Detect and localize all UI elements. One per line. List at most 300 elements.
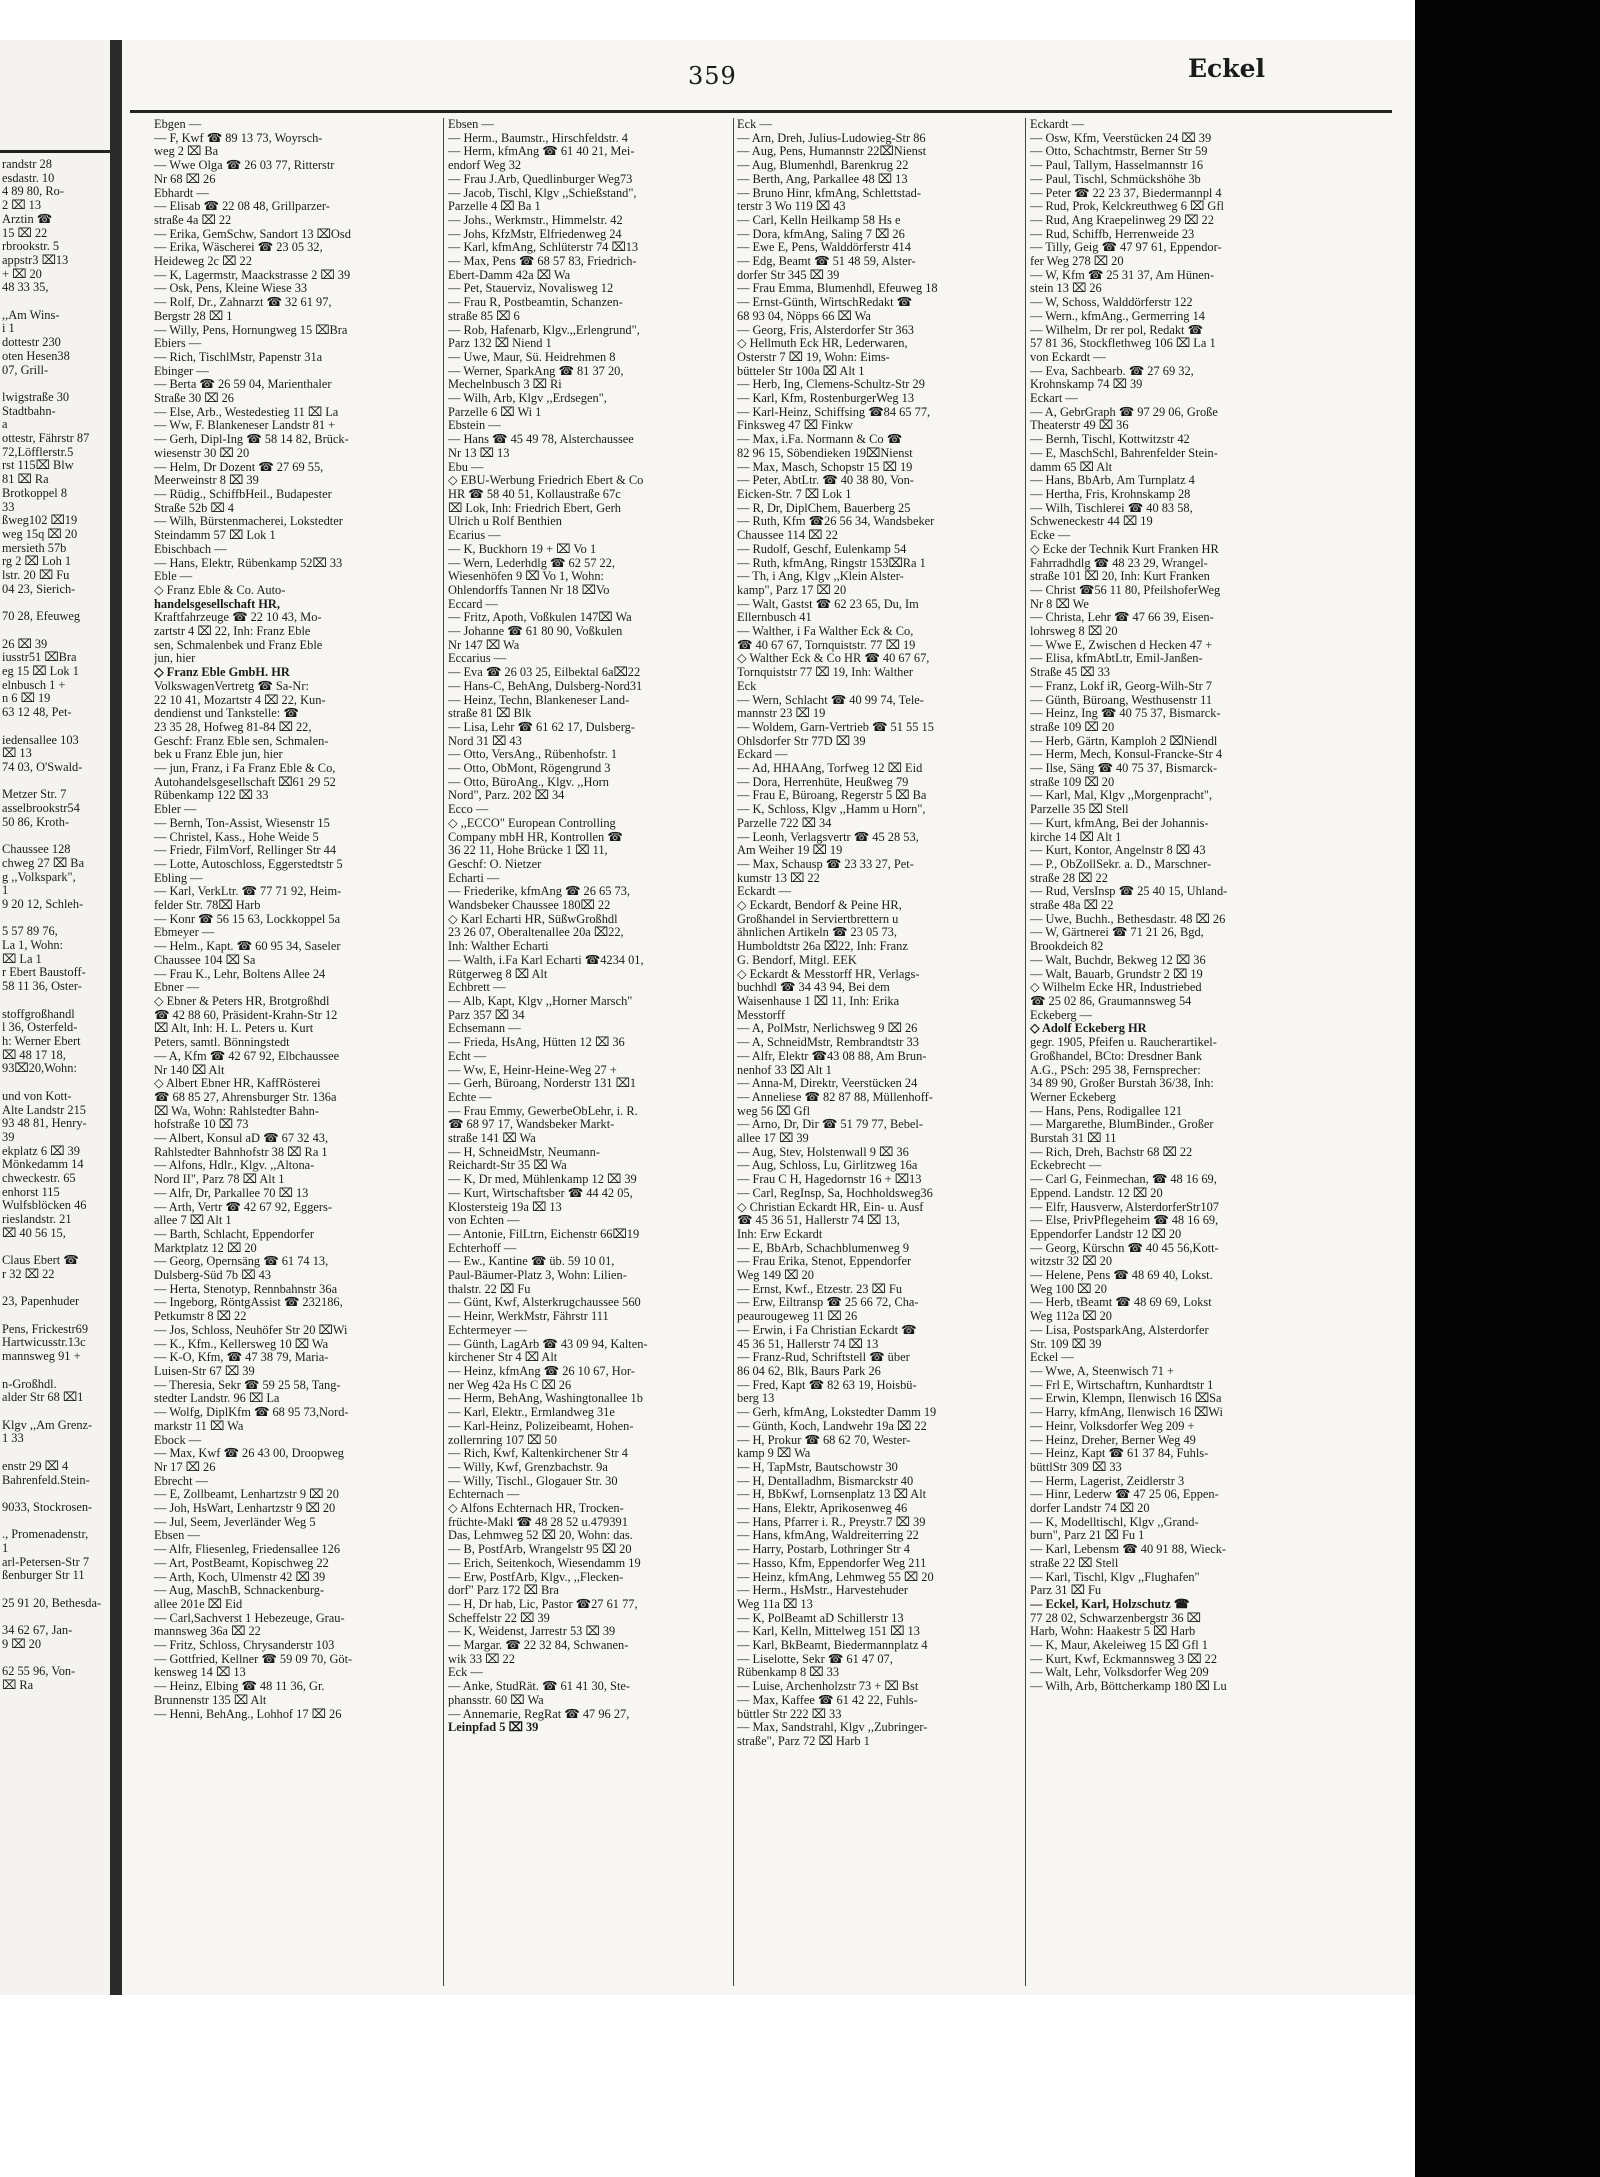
directory-entry-line: — K., Kfm., Kellersweg 10 ⌧ Wa <box>154 1337 329 1351</box>
directory-entry-line: berg 13 <box>737 1392 775 1406</box>
directory-entry-line: — K, Weidenst, Jarrestr 53 ⌧ 39 <box>448 1625 616 1639</box>
directory-entry-line: — Jos, Schloss, Neuhöfer Str 20 ⌧Wi <box>154 1323 348 1337</box>
directory-entry-line: — Johs, KfzMstr, Elfriedenweg 24 <box>448 227 622 241</box>
directory-entry-line: 86 04 62, Blk, Baurs Park 26 <box>737 1364 881 1378</box>
directory-entry-line: — Rud, VersInsp ☎ 25 40 15, Uhland- <box>1030 885 1228 899</box>
directory-entry-line: — Joh, HsWart, Lenhartzstr 9 ⌧ 20 <box>154 1502 336 1516</box>
directory-entry-line: — Ww, F. Blankeneser Landstr 81 + <box>154 419 336 433</box>
directory-entry-line: Company mbH HR, Kontrollen ☎ <box>448 830 623 844</box>
directory-entry-line: — Rob, Hafenarb, Klgv.,,Erlengrund", <box>448 323 640 337</box>
directory-entry-line: — Eva, Sachbearb. ☎ 27 69 32, <box>1030 364 1194 378</box>
directory-entry-line: — Rich, TischlMstr, Papenstr 31a <box>154 350 323 364</box>
directory-entry-line: — Max, Kaffee ☎ 61 42 22, Fuhls- <box>737 1693 918 1707</box>
directory-entry-line: kumstr 13 ⌧ 22 <box>737 871 820 885</box>
directory-entry-line: — H, Prokur ☎ 68 62 70, Wester- <box>737 1433 911 1447</box>
directory-entry-line: ◇ Karl Echarti HR, SüßwGroßhdl <box>448 912 618 926</box>
directory-entry-line: — Eva ☎ 26 03 25, Eilbektal 6a⌧22 <box>448 666 641 680</box>
directory-entry-line: — Wern., kfmAng., Germerring 14 <box>1030 309 1205 323</box>
directory-entry-line: — Heinz, Techn, Blankeneser Land- <box>448 693 630 707</box>
previous-page-line: chweg 27 ⌧ Ba <box>2 856 85 870</box>
directory-entry-line: — Frau Emmy, GewerbeObLehr, i. R. <box>448 1104 638 1118</box>
previous-page-line: + ⌧ 20 <box>2 267 42 281</box>
directory-entry-line: — Peter, AbtLtr. ☎ 40 38 80, Von- <box>737 474 914 488</box>
previous-page-line <box>2 912 108 926</box>
previous-page-line: ßweg102 ⌧19 <box>2 514 78 528</box>
directory-entry-line: Weg 112a ⌧ 20 <box>1030 1310 1112 1324</box>
directory-entry-line: 23 35 28, Hofweg 81-84 ⌧ 22, <box>154 720 312 734</box>
directory-entry-line: — Helm, Dr Dozent ☎ 27 69 55, <box>154 460 324 474</box>
directory-entry-line: — Ruth, kfmAng, Ringstr 153⌧Ra 1 <box>737 556 926 570</box>
directory-entry-line: — Wolfg, DiplKfm ☎ 68 95 73,Nord- <box>154 1406 349 1420</box>
directory-entry-line: — Wwe, A, Steenwisch 71 + <box>1030 1364 1175 1378</box>
previous-page-line: ,,Am Wins- <box>2 308 60 322</box>
directory-entry-line: — Ewe E, Pens, Walddörferstr 414 <box>737 241 911 255</box>
directory-entry-line: Parz 31 ⌧ Fu <box>1030 1584 1102 1598</box>
directory-entry-line: — A, PolMstr, Nerlichsweg 9 ⌧ 26 <box>737 1022 918 1036</box>
directory-entry-line: Wiesenhöfen 9 ⌧ Vo 1, Wohn: <box>448 570 604 584</box>
directory-entry-line: straße 28 ⌧ 22 <box>1030 871 1108 885</box>
directory-entry-line: — Kurt, Wirtschaftsber ☎ 44 42 05, <box>448 1186 633 1200</box>
directory-entry-line: Echarti — <box>448 871 500 885</box>
previous-page-line: 81 ⌧ Ra <box>2 473 49 487</box>
directory-entry-line: Paul-Bäumer-Platz 3, Wohn: Lilien- <box>448 1269 627 1283</box>
previous-page-line <box>2 720 108 734</box>
directory-entry-line: Echsemann — <box>448 1022 521 1036</box>
directory-entry-line: dorfer Landstr 74 ⌧ 20 <box>1030 1502 1150 1516</box>
previous-page-line: ⌧ 48 17 18, <box>2 1048 66 1062</box>
directory-entry-line: Echbrett — <box>448 981 506 995</box>
directory-entry-line: kirche 14 ⌧ Alt 1 <box>1030 830 1122 844</box>
directory-entry-line: 22 10 41, Mozartstr 4 ⌧ 22, Kun- <box>154 693 326 707</box>
directory-entry-line: mannsweg 36a ⌧ 22 <box>154 1625 261 1639</box>
directory-entry-line: allee 7 ⌧ Alt 1 <box>154 1214 232 1228</box>
directory-entry-line: Eccard — <box>448 597 498 611</box>
directory-entry-line: Eck — <box>448 1666 483 1680</box>
directory-entry-line: Waisenhause 1 ⌧ 11, Inh: Erika <box>737 995 900 1008</box>
directory-entry-line: Brunnenstr 135 ⌧ Alt <box>154 1693 267 1707</box>
directory-entry-line: — Otto, VersAng., Rübenhofstr. 1 <box>448 748 618 762</box>
directory-entry-line: Ebert-Damm 42a ⌧ Wa <box>448 268 571 282</box>
previous-page-line: ⌧ 13 <box>2 747 32 761</box>
directory-entry-line: ⌧ Wa, Wohn: Rahlstedter Bahn- <box>154 1104 319 1118</box>
directory-entry-line: — Alfr, Elektr ☎43 08 88, Am Brun- <box>737 1049 927 1063</box>
directory-entry-line: — Fritz, Apoth, Voßkulen 147⌧ Wa <box>448 611 632 625</box>
directory-entry-line: — Karl, Kelln, Mittelweg 151 ⌧ 13 <box>737 1625 920 1639</box>
previous-page-line: 25 91 20, Bethesda- <box>2 1596 102 1610</box>
directory-entry-line: — Dora, kfmAng, Saling 7 ⌧ 26 <box>737 227 905 241</box>
previous-page-line <box>2 1515 108 1529</box>
directory-entry-line: — K-O, Kfm, ☎ 47 38 79, Maria- <box>154 1351 329 1365</box>
directory-entry-line: — Walt, Lehr, Volksdorfer Weg 209 <box>1030 1666 1209 1680</box>
previous-page-line: weg 15q ⌧ 20 <box>2 527 78 541</box>
directory-entry-line: Weg 149 ⌧ 20 <box>737 1269 814 1283</box>
directory-entry-line: — Hans, Pfarrer i. R., Preystr.7 ⌧ 39 <box>737 1515 926 1529</box>
directory-entry-line: Petkumstr 8 ⌧ 22 <box>154 1310 247 1324</box>
previous-page-line: Pens, Frickestr69 <box>2 1322 89 1336</box>
previous-page-line: 34 62 67, Jan- <box>2 1624 73 1638</box>
previous-page-line: 9 20 12, Schleh- <box>2 897 84 911</box>
previous-page-line: rbrookstr. 5 <box>2 240 60 254</box>
directory-entry-line: — Karl, Kfm, RostenburgerWeg 13 <box>737 392 915 406</box>
directory-entry-line: dendienst und Tankstelle: ☎ <box>154 707 299 721</box>
directory-entry-line: — Max, Kwf ☎ 26 43 00, Droopweg <box>154 1447 344 1461</box>
directory-entry-line: 45 36 51, Hallerstr 74 ⌧ 13 <box>737 1337 879 1351</box>
directory-entry-line: — Kurt, Kontor, Angelnstr 8 ⌧ 43 <box>1030 844 1206 858</box>
previous-page-line: Arztin ☎ <box>2 212 53 226</box>
directory-entry-line: Parzelle 722 ⌧ 34 <box>737 816 832 830</box>
previous-page-line: randstr 28 <box>2 158 52 171</box>
directory-entry-line: Ebhardt — <box>154 186 209 200</box>
directory-entry-line: — Jacob, Tischl, Klgv ,,Schießstand", <box>448 186 637 200</box>
directory-entry-line: Straße 30 ⌧ 26 <box>154 392 235 406</box>
directory-entry-line: Ohlsdorfer Str 77D ⌧ 39 <box>737 734 866 748</box>
directory-entry-line: — Ew., Kantine ☎ üb. 59 10 01, <box>448 1255 615 1269</box>
directory-entry-line: — Bruno Hinr, kfmAng, Schlettstad- <box>737 186 921 200</box>
directory-entry-line: zartstr 4 ⌧ 22, Inh: Franz Eble <box>154 625 311 639</box>
directory-entry-line: — Else, Arb., Westedestieg 11 ⌧ La <box>154 405 339 419</box>
previous-page-line <box>2 377 108 391</box>
directory-entry-line: 77 28 02, Schwarzenbergstr 36 ⌧ <box>1030 1611 1201 1625</box>
directory-entry-line: — Wilh, Tischlerei ☎ 40 83 58, <box>1030 501 1193 515</box>
directory-entry-line: bek u Franz Eble jun, hier <box>154 748 283 762</box>
directory-entry-line: Reichardt-Str 35 ⌧ Wa <box>448 1159 567 1173</box>
directory-entry-line: ☎ 25 02 86, Graumannsweg 54 <box>1030 995 1192 1008</box>
previous-page-line <box>2 295 108 309</box>
directory-entry-line: — Bernh, Ton-Assist, Wiesenstr 15 <box>154 816 330 830</box>
directory-entry-line: — Karl-Heinz, Schiffsing ☎84 65 77, <box>737 405 931 419</box>
directory-entry-line: — Pet, Stauerviz, Novalisweg 12 <box>448 282 614 296</box>
directory-entry-line: Parz 132 ⌧ Niend 1 <box>448 337 552 351</box>
directory-entry-line: — Rud, Prok, Kelckreuthweg 6 ⌧ Gfl <box>1030 200 1224 214</box>
directory-entry-line: — Herta, Stenotyp, Rennbahnstr 36a <box>154 1282 338 1296</box>
directory-entry-line: — Ilse, Säng ☎ 40 75 37, Bismarck- <box>1030 762 1218 776</box>
directory-entry-line: — Erw, PostfArb, Klgv., ,,Flecken- <box>448 1570 624 1584</box>
previous-page-line: 15 ⌧ 22 <box>2 226 48 240</box>
scan-border-right <box>1415 0 1600 2177</box>
directory-entry-line: — Berta ☎ 26 59 04, Marienthaler <box>154 378 332 392</box>
directory-entry-line: — Georg, Opernsäng ☎ 61 74 13, <box>154 1255 329 1269</box>
previous-page-line: 23, Papenhuder <box>2 1295 80 1309</box>
previous-page-line: Claus Ebert ☎ <box>2 1254 79 1268</box>
directory-entry-line: büttler Str 222 ⌧ 33 <box>737 1707 842 1721</box>
directory-entry-line: — Hans, Elektr, Aprikosenweg 46 <box>737 1502 908 1516</box>
directory-entry-line: Eckardt — <box>737 885 792 899</box>
directory-entry-line: Das, Lehmweg 52 ⌧ 20, Wohn: das. <box>448 1529 633 1543</box>
directory-entry-line: — Walth, i.Fa Karl Echarti ☎4234 01, <box>448 953 644 967</box>
directory-entry-line: Geschf: O. Nietzer <box>448 857 542 871</box>
previous-page-line: l 36, Osterfeld- <box>2 1021 78 1035</box>
directory-entry-line: — E, BbArb, Schachblumenweg 9 <box>737 1241 910 1255</box>
directory-entry-line: — Wilh, Bürstenmacherei, Lokstedter <box>154 515 343 529</box>
directory-entry-line: — Arth, Koch, Ulmenstr 42 ⌧ 39 <box>154 1570 326 1584</box>
directory-entry-line: — Arth, Vertr ☎ 42 67 92, Eggers- <box>154 1200 332 1214</box>
directory-entry-line: — Carl, Kelln Heilkamp 58 Hs e <box>737 213 901 227</box>
directory-entry-line: Eckel — <box>1030 1351 1074 1365</box>
previous-page-line: 26 ⌧ 39 <box>2 637 48 651</box>
previous-page-line: 1 <box>2 1542 9 1556</box>
directory-entry-line: Nr 17 ⌧ 26 <box>154 1460 216 1474</box>
column-divider <box>1025 118 1026 1986</box>
previous-page-line: 5 57 89 76, <box>2 925 58 939</box>
directory-entry-line: ⌧ Lok, Inh: Friedrich Ebert, Gerh <box>448 501 621 515</box>
directory-entry-line: ◇ Hellmuth Eck HR, Lederwaren, <box>737 337 908 351</box>
directory-entry-line: — Herm, kfmAng ☎ 61 40 21, Mei- <box>448 145 635 159</box>
directory-entry-line: Großhandel, BCto: Dresdner Bank <box>1030 1049 1203 1063</box>
directory-entry-line: Eckebrecht — <box>1030 1159 1102 1173</box>
directory-entry-line: Rübenkamp 8 ⌧ 33 <box>737 1666 840 1680</box>
previous-page-line: g ,,Volkspark", <box>2 870 76 884</box>
directory-entry-line: allee 201e ⌧ Eid <box>154 1597 243 1611</box>
previous-page-line: und von Kott- <box>2 1089 72 1103</box>
directory-entry-line: — Hans, Pens, Rodigallee 121 <box>1030 1104 1183 1118</box>
previous-page-line <box>2 1405 108 1419</box>
directory-entry-line: Nord II", Parz 78 ⌧ Alt 1 <box>154 1173 285 1187</box>
directory-entry-line: — Walt, Bauarb, Grundstr 2 ⌧ 19 <box>1030 967 1203 981</box>
directory-entry-line: Weg 11a ⌧ 13 <box>737 1597 813 1611</box>
previous-page-line <box>2 1446 108 1460</box>
previous-page-line: ottestr, Fährstr 87 <box>2 432 90 446</box>
directory-entry-line: — Max, Sandstrahl, Klgv ,,Zubringer- <box>737 1721 928 1735</box>
scan-margin-bottom <box>0 1995 1415 2177</box>
directory-entry-line: straße 48a ⌧ 22 <box>1030 899 1114 913</box>
directory-entry-line: Ebmeyer — <box>154 926 215 940</box>
directory-column-3 <box>737 118 1022 1986</box>
previous-page-line: chweckestr. 65 <box>2 1172 76 1186</box>
directory-entry-line: — Konr ☎ 56 15 63, Lockkoppel 5a <box>154 912 341 926</box>
previous-page-line: 33 <box>2 500 15 514</box>
directory-entry-line: — Aug, Schloss, Lu, Girlitzweg 16a <box>737 1159 918 1173</box>
directory-entry-line: — Willy, Pens, Hornungweg 15 ⌧Bra <box>154 323 348 337</box>
directory-entry-line: — Rolf, Dr., Zahnarzt ☎ 32 61 97, <box>154 296 332 310</box>
directory-entry-line: — Christ ☎56 11 80, PfeilshoferWeg <box>1030 583 1221 597</box>
directory-entry-line: Krohnskamp 74 ⌧ 39 <box>1030 378 1143 392</box>
directory-entry-line: Kraftfahrzeuge ☎ 22 10 43, Mo- <box>154 611 322 625</box>
directory-entry-line: Parz 357 ⌧ 34 <box>448 1008 525 1022</box>
directory-entry-line: Ebsen — <box>448 118 494 131</box>
directory-entry-line: — Berth, Ang, Parkallee 48 ⌧ 13 <box>737 172 908 186</box>
directory-entry-line: Ebner — <box>154 981 200 995</box>
directory-entry-line: — Frau E, Büroang, Regerstr 5 ⌧ Ba <box>737 789 927 803</box>
previous-page-line: alder Str 68 ⌧1 <box>2 1391 84 1405</box>
directory-entry-line: felder Str. 78⌧ Harb <box>154 899 261 913</box>
previous-page-line <box>2 1282 108 1296</box>
directory-entry-line: Nord 31 ⌧ 43 <box>448 734 522 748</box>
directory-entry-line: — Liselotte, Sekr ☎ 61 47 07, <box>737 1652 893 1666</box>
directory-entry-line: ◇ Franz Eble GmbH. HR <box>154 666 290 680</box>
directory-entry-line: Bergstr 28 ⌧ 1 <box>154 309 233 323</box>
directory-entry-line: ◇ ,,ECCO" European Controlling <box>448 816 616 830</box>
directory-entry-line: — Erika, Wäscherei ☎ 23 05 32, <box>154 241 323 255</box>
directory-entry-line: wiesenstr 30 ⌧ 20 <box>154 446 250 460</box>
directory-entry-line: ◇ Franz Eble & Co. Auto- <box>154 583 286 597</box>
previous-page-line: arl-Petersen-Str 7 <box>2 1555 90 1569</box>
previous-page-line <box>2 994 108 1008</box>
previous-page-line: a <box>2 418 8 432</box>
directory-entry-line: — Gerh, kfmAng, Lokstedter Damm 19 <box>737 1406 937 1420</box>
directory-entry-line: Ebischbach — <box>154 542 227 556</box>
directory-entry-line: — Arno, Dr, Dir ☎ 51 79 77, Bebel- <box>737 1118 923 1132</box>
directory-entry-line: ner Weg 42a Hs C ⌧ 26 <box>448 1378 572 1392</box>
directory-entry-line: straße 141 ⌧ Wa <box>448 1132 536 1146</box>
directory-entry-line: bütteler Str 100a ⌧ Alt 1 <box>737 364 865 378</box>
directory-entry-line: Marktplatz 12 ⌧ 20 <box>154 1241 257 1255</box>
directory-entry-line: lohrsweg 8 ⌧ 20 <box>1030 625 1118 639</box>
previous-page-line: enstr 29 ⌧ 4 <box>2 1459 69 1473</box>
previous-page-line: 70 28, Efeuweg <box>2 610 81 624</box>
directory-entry-line: — Gerh, Dipl-Ing ☎ 58 14 82, Brück- <box>154 433 349 447</box>
directory-entry-line: — Erw, Eiltransp ☎ 25 66 72, Cha- <box>737 1296 919 1310</box>
directory-entry-line: — Annemarie, RegRat ☎ 47 96 27, <box>448 1707 630 1721</box>
directory-entry-line: — Margarethe, BlumBinder., Großer <box>1030 1118 1214 1132</box>
directory-entry-line: — Rud, Schiffb, Herrenweide 23 <box>1030 227 1195 241</box>
previous-page-line: Klgv ,,Am Grenz- <box>2 1418 93 1432</box>
previous-page-line: ⌧ La 1 <box>2 952 42 966</box>
directory-entry-line: hofstraße 10 ⌧ 73 <box>154 1118 249 1132</box>
directory-entry-line: mannstr 23 ⌧ 19 <box>737 707 826 721</box>
directory-entry-line: Chaussee 114 ⌧ 22 <box>737 529 838 543</box>
previous-page-line: ⌧ Ra <box>2 1679 34 1693</box>
directory-entry-line: Ecarius — <box>448 529 501 543</box>
directory-entry-line: — Georg, Kürschn ☎ 40 45 56,Kott- <box>1030 1241 1219 1255</box>
directory-entry-line: — Max, i.Fa. Normann & Co ☎ <box>737 433 903 447</box>
directory-entry-line: — H, Dentalladhm, Bismarckstr 40 <box>737 1474 914 1488</box>
directory-entry-line: — Ad, HHAAng, Torfweg 12 ⌧ Eid <box>737 762 923 776</box>
directory-entry-line: — Erika, GemSchw, Sandort 13 ⌧Osd <box>154 227 351 241</box>
directory-entry-line: straße 109 ⌧ 20 <box>1030 775 1115 789</box>
previous-page-line: r Ebert Baustoff- <box>2 966 86 980</box>
directory-entry-line: früchte-Makl ☎ 48 28 52 u.479391 <box>448 1515 628 1529</box>
directory-entry-line: ◇ EBU-Werbung Friedrich Ebert & Co <box>448 474 644 488</box>
directory-entry-line: Tornquiststr 77 ⌧ 19, Inh: Walther <box>737 666 913 680</box>
directory-entry-line: — Fred, Kapt ☎ 82 63 19, Hoisbü- <box>737 1378 917 1392</box>
directory-entry-line: fer Weg 278 ⌧ 20 <box>1030 255 1124 269</box>
directory-entry-line: — Jul, Seem, Jeverländer Weg 5 <box>154 1515 316 1529</box>
directory-entry-line: — Dora, Herrenhüte, Heußweg 79 <box>737 775 909 789</box>
directory-entry-line: — Karl, Elektr., Ermlandweg 31e <box>448 1406 615 1420</box>
directory-entry-line: Ebock — <box>154 1433 202 1447</box>
directory-entry-line: — Walt, Gastst ☎ 62 23 65, Du, Im <box>737 597 919 611</box>
previous-page-line: iedensallee 103 <box>2 733 79 747</box>
previous-page-line: 63 12 48, Pet- <box>2 706 72 720</box>
previous-page-line: 93⌧20,Wohn: <box>2 1062 77 1076</box>
directory-entry-line: von Eckardt — <box>1030 350 1106 364</box>
directory-entry-line: — Hans, BbArb, Am Turnplatz 4 <box>1030 474 1195 488</box>
directory-entry-line: — Herm, Mech, Konsul-Francke-Str 4 <box>1030 748 1223 762</box>
previous-page-line <box>2 1076 108 1090</box>
directory-entry-line: — Harry, kfmAng, Ilenwisch 16 ⌧Wi <box>1030 1406 1223 1420</box>
directory-entry-line: straße 81 ⌧ Blk <box>448 707 532 721</box>
directory-entry-line: stedter Landstr. 96 ⌧ La <box>154 1392 280 1406</box>
directory-entry-line: — B, PostfArb, Wrangelstr 95 ⌧ 20 <box>448 1543 632 1557</box>
previous-page-line <box>2 597 108 611</box>
column-divider <box>443 118 444 1986</box>
directory-entry-line: — Bernh, Tischl, Kottwitzstr 42 <box>1030 433 1190 447</box>
directory-entry-line: — Woldem, Garn-Vertrieb ☎ 51 55 15 <box>737 720 934 734</box>
previous-page-line: h: Werner Ebert <box>2 1035 81 1048</box>
previous-page-line: 72,Löfflerstr.5 <box>2 445 74 459</box>
directory-entry-line: ☎ 68 97 17, Wandsbeker Markt- <box>448 1118 615 1132</box>
directory-entry-line: — Elfr, Hausverw, AlsterdorferStr107 <box>1030 1200 1219 1214</box>
directory-entry-line: weg 56 ⌧ Gfl <box>737 1104 811 1118</box>
directory-entry-line: — Helm., Kapt. ☎ 60 95 34, Saseler <box>154 940 341 954</box>
directory-entry-line: Weg 100 ⌧ 20 <box>1030 1282 1107 1296</box>
directory-entry-line: — Anke, StudRät. ☎ 61 41 30, Ste- <box>448 1680 631 1694</box>
directory-entry-line: — Antonie, FilLtrn, Eichenstr 66⌧19 <box>448 1227 640 1241</box>
directory-entry-line: ◇ Adolf Eckeberg HR <box>1030 1022 1147 1036</box>
directory-entry-line: ◇ Ecke der Technik Kurt Franken HR <box>1030 542 1219 556</box>
directory-entry-line: — Herb, tBeamt ☎ 48 69 69, Lokst <box>1030 1296 1212 1310</box>
directory-entry-line: Ohlendorffs Tannen Nr 18 ⌧Vo <box>448 583 610 597</box>
previous-page-line: 1 33 <box>2 1432 24 1446</box>
directory-entry-line: — Herm., Baumstr., Hirschfeldstr. 4 <box>448 131 628 145</box>
previous-page-line <box>2 775 108 789</box>
previous-page-line: ⌧ 40 56 15, <box>2 1226 66 1240</box>
directory-entry-line: — K, Modelltischl, Klgv ,,Grand- <box>1030 1515 1199 1529</box>
directory-entry-line: — Otto, ObMont, Rögengrund 3 <box>448 762 611 776</box>
directory-entry-line: ⌧ Alt, Inh: H. L. Peters u. Kurt <box>154 1022 314 1036</box>
directory-entry-line: — Herm., HsMstr., Harvestehuder <box>737 1584 909 1598</box>
directory-entry-line: — Günth, LagArb ☎ 43 09 94, Kalten- <box>448 1337 648 1351</box>
directory-entry-line: Echt — <box>448 1049 487 1063</box>
directory-entry-line: Eck <box>737 679 757 693</box>
previous-page-line: 07, Grill- <box>2 363 49 377</box>
directory-entry-line: — Edg, Beamt ☎ 51 48 59, Alster- <box>737 255 916 269</box>
directory-entry-line: — K, PolBeamt aD Schillerstr 13 <box>737 1611 904 1625</box>
directory-entry-line: Theaterstr 49 ⌧ 36 <box>1030 419 1129 433</box>
directory-entry-line: — Alfr, Fliesenleg, Friedensallee 126 <box>154 1543 341 1557</box>
directory-entry-line: — Harry, Postarb, Lothringer Str 4 <box>737 1543 910 1557</box>
directory-entry-line: — K, Lagermstr, Maackstrasse 2 ⌧ 39 <box>154 268 351 282</box>
directory-entry-line: — W, Gärtnerei ☎ 71 21 26, Bgd, <box>1030 926 1204 940</box>
directory-entry-line: 68 93 04, Nöpps 66 ⌧ Wa <box>737 309 871 323</box>
previous-page-line: elnbusch 1 + <box>2 678 66 692</box>
previous-page-line: ßenburger Str 11 <box>2 1569 85 1583</box>
header-rule <box>130 110 1392 113</box>
directory-entry-line: — K, Schloss, Klgv ,,Hamm u Horn", <box>737 803 926 817</box>
directory-entry-line: Eppend. Landstr. 12 ⌧ 20 <box>1030 1186 1163 1200</box>
directory-entry-line: A.G., PSch: 295 38, Fernsprecher: <box>1030 1063 1201 1077</box>
previous-page-line: ., Promenadenstr, <box>2 1528 89 1542</box>
previous-page-line: i 1 <box>2 322 15 336</box>
directory-entry-line: — Johanne ☎ 61 80 90, Voßkulen <box>448 625 623 639</box>
directory-entry-line: ◇ Christian Eckardt HR, Ein- u. Ausf <box>737 1200 924 1214</box>
directory-entry-line: Ellernbusch 41 <box>737 611 812 625</box>
directory-entry-line: — Wern, Lederhdlg ☎ 62 57 22, <box>448 556 615 570</box>
directory-entry-line: — Christa, Lehr ☎ 47 66 39, Eisen- <box>1030 611 1214 625</box>
previous-page-line <box>2 1241 108 1255</box>
directory-entry-line: — Hertha, Fris, Krohnskamp 28 <box>1030 487 1191 501</box>
directory-entry-line: Eckard — <box>737 748 788 762</box>
directory-column-1 <box>154 118 439 1986</box>
directory-entry-line: 34 89 90, Großer Burstah 36/38, Inh: <box>1030 1077 1214 1091</box>
directory-entry-line: Rütgerweg 8 ⌧ Alt <box>448 967 548 981</box>
directory-entry-line: gegr. 1905, Pfeifen u. Raucherartikel- <box>1030 1036 1217 1050</box>
previous-page-line: Stadtbahn- <box>2 404 56 418</box>
directory-entry-line: — Rich, Dreh, Bachstr 68 ⌧ 22 <box>1030 1145 1193 1159</box>
directory-entry-line: straße", Parz 72 ⌧ Harb 1 <box>737 1734 870 1748</box>
directory-entry-line: kamp", Parz 17 ⌧ 20 <box>737 583 847 597</box>
directory-entry-line: stein 13 ⌧ 26 <box>1030 282 1102 296</box>
directory-entry-line: Messtorff <box>737 1008 785 1022</box>
directory-entry-line: — Georg, Fris, Alsterdorfer Str 363 <box>737 323 915 337</box>
directory-entry-line: Nr 147 ⌧ Wa <box>448 638 520 652</box>
directory-entry-line: — Lisa, PostsparkAng, Alsterdorfer <box>1030 1323 1209 1337</box>
directory-entry-line: Nr 68 ⌧ 26 <box>154 172 216 186</box>
directory-entry-line: Eck — <box>737 118 772 131</box>
directory-entry-line: — Karl, Lebensm ☎ 40 91 88, Wieck- <box>1030 1543 1227 1557</box>
directory-entry-line: kamp 9 ⌧ Wa <box>737 1447 811 1461</box>
directory-entry-line: Klostersteig 19a ⌧ 13 <box>448 1200 562 1214</box>
